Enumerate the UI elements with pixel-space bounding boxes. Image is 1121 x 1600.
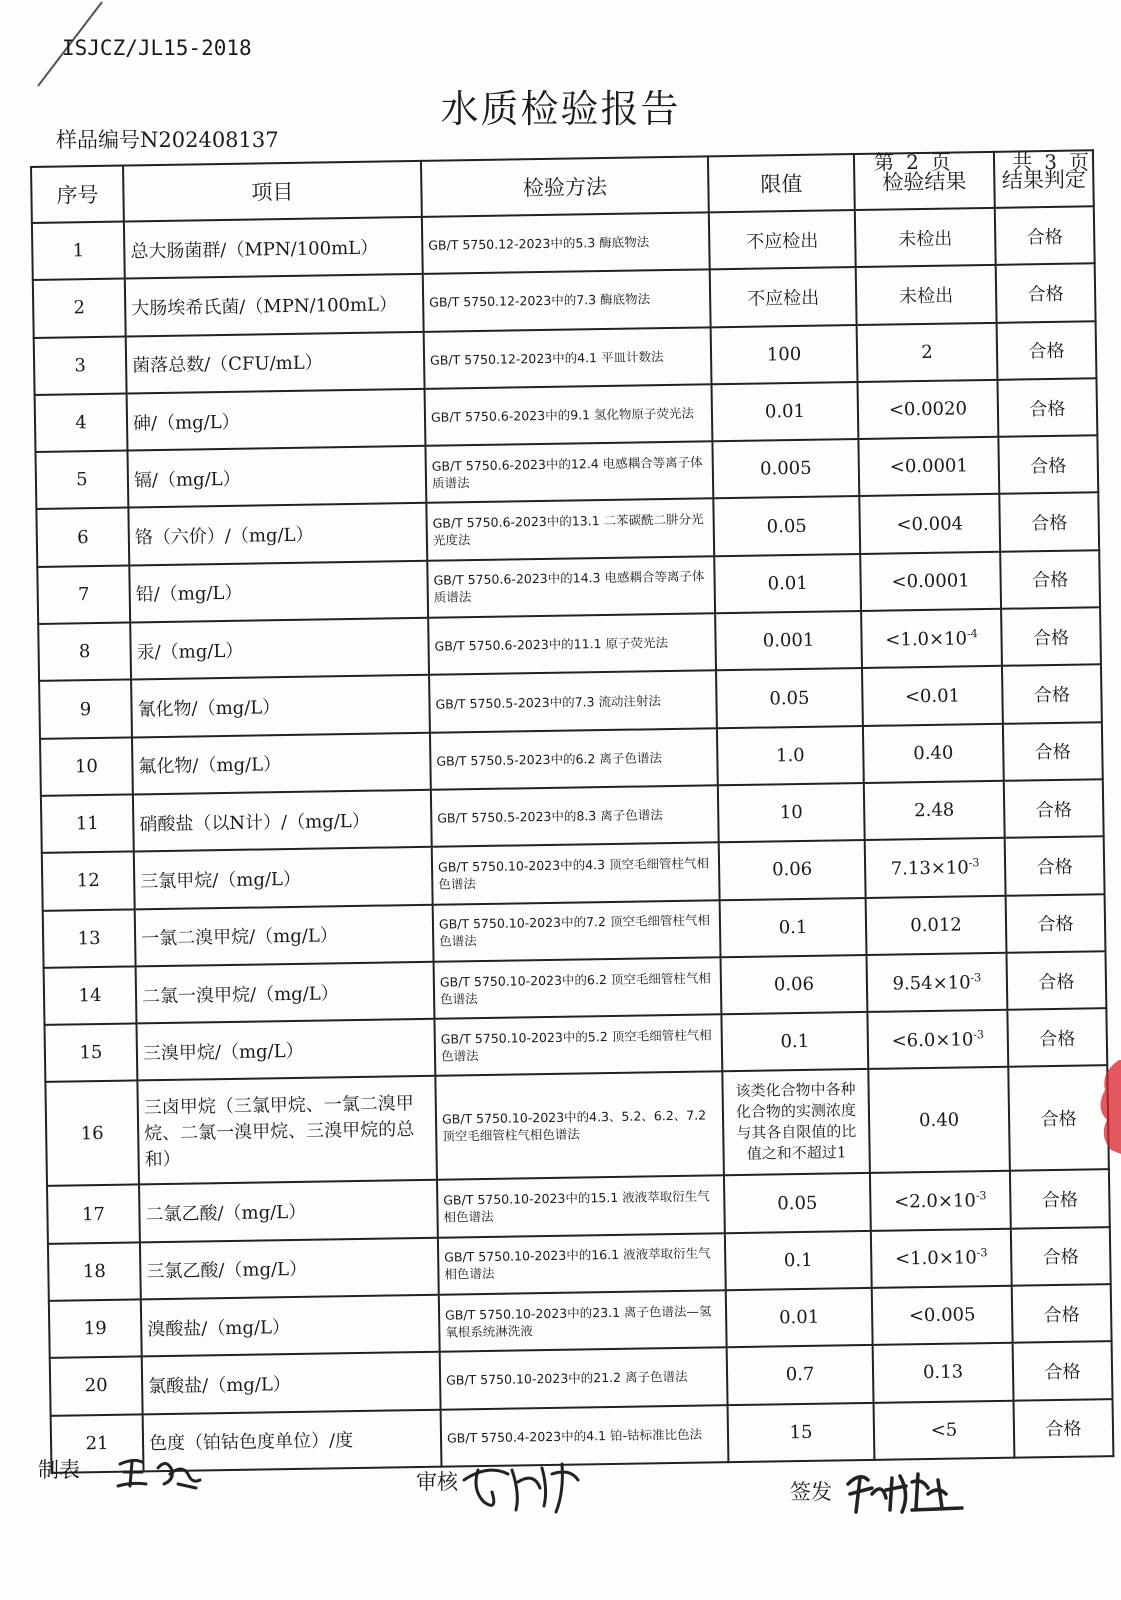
cell-no: [41, 794, 134, 853]
cell-method: [433, 900, 721, 962]
cell-item-text: 大肠埃希氏菌/（MPN/100mL）: [131, 294, 398, 320]
cell-result-text: 0.13: [922, 1361, 964, 1384]
cell-result: [870, 1171, 1011, 1230]
cell-judgement-text: 合格: [1044, 1361, 1081, 1384]
page-prefix: 第: [874, 150, 895, 174]
cell-limit-text: 该类化合物中各种化合物的实测浓度与其各自限值的比值之和不超过1: [735, 1080, 857, 1164]
cell-no: [36, 508, 129, 567]
cell-limit-text: 0.01: [767, 572, 808, 595]
cell-limit: [709, 210, 856, 270]
total-prefix: 共: [1012, 150, 1033, 174]
cell-method: [422, 212, 710, 274]
cell-item-text: 二氯乙酸/（mg/L）: [145, 1201, 307, 1226]
cell-limit: [722, 1069, 870, 1175]
col-header-judgement: 结果判定: [994, 150, 1094, 208]
cell-result-text: <0.004: [896, 513, 964, 536]
cell-method: [429, 671, 717, 733]
cell-no-text: 10: [74, 755, 99, 778]
cell-item-text: 氟化物/（mg/L）: [138, 754, 282, 778]
cell-result: [873, 1343, 1014, 1402]
cell-judgement-text: 合格: [1031, 512, 1068, 535]
cell-no: [32, 222, 125, 281]
cell-item: [128, 503, 427, 565]
cell-limit: [720, 898, 867, 958]
cell-limit: [724, 1173, 871, 1233]
cell-limit-text: 0.06: [773, 973, 815, 996]
cell-no: [33, 279, 126, 338]
cell-result-text: <0.0001: [889, 455, 969, 478]
cell-judgement: [1012, 1284, 1112, 1343]
cell-item: [141, 1295, 440, 1357]
cell-item-text: 铬（六价）/（mg/L）: [134, 524, 314, 549]
cell-method: [423, 270, 711, 332]
page-number: 2: [906, 150, 919, 174]
cell-method: [434, 1014, 722, 1076]
cell-no: [49, 1299, 142, 1358]
cell-judgement: [995, 206, 1095, 265]
cell-limit-text: 0.1: [778, 916, 808, 939]
cell-result-text: 9.54×10: [892, 971, 971, 995]
cell-result: [862, 666, 1003, 725]
cell-method-text: GB/T 5750.10-2023中的21.2 离子色谱法: [446, 1369, 688, 1389]
cell-no-text: 6: [76, 526, 89, 548]
cell-result-exponent: -4: [966, 626, 978, 641]
cell-item-text: 溴酸盐/（mg/L）: [147, 1316, 291, 1340]
cell-result-exponent: -3: [968, 856, 980, 870]
cell-result-text: 0.40: [913, 742, 954, 765]
cell-limit-text: 0.1: [780, 1031, 810, 1053]
cell-method-text: GB/T 5750.10-2023中的7.2 顶空毛细管柱气相色谱法: [438, 912, 710, 949]
cell-judgement-text: 合格: [1027, 283, 1064, 306]
cell-no-text: 14: [78, 984, 102, 1007]
cell-item: [131, 675, 430, 737]
cell-judgement: [1003, 722, 1103, 781]
cell-no-text: 17: [81, 1203, 106, 1225]
cell-no-text: 7: [77, 584, 90, 606]
cell-method-text: GB/T 5750.6-2023中的9.1 氢化物原子荧光法: [430, 405, 695, 425]
cell-method: [439, 1290, 727, 1352]
cell-judgement: [1013, 1341, 1113, 1400]
cell-limit: [721, 1012, 868, 1072]
cell-no-text: 5: [76, 469, 88, 491]
cell-limit-text: 0.05: [769, 687, 810, 709]
cell-limit-text: 不应检出: [747, 287, 820, 310]
document-code: ISJCZ/JL15-2018: [62, 36, 252, 60]
cell-item-text: 三氯乙酸/（mg/L）: [146, 1259, 308, 1283]
cell-method-text: GB/T 5750.10-2023中的4.3、5.2、6.2、7.2 顶空毛细管柱气相色谱法: [441, 1107, 707, 1145]
cell-no: [37, 565, 130, 624]
cell-limit: [713, 496, 860, 556]
cell-item-text: 色度（铂钴色度单位）/度: [148, 1430, 354, 1455]
cell-judgement: [1010, 1170, 1110, 1229]
cell-item: [135, 904, 434, 966]
cell-no-text: 8: [78, 641, 91, 663]
sample-value: N202408137: [140, 128, 279, 152]
cell-judgement-text: 合格: [1033, 684, 1071, 707]
cell-item-text: 硝酸盐（以N计）/（mg/L）: [139, 810, 370, 835]
cell-judgement: [1014, 1399, 1114, 1458]
cell-judgement-text: 合格: [1037, 913, 1074, 936]
cell-limit: [725, 1231, 872, 1291]
table-body: [32, 206, 1114, 1472]
cell-no: [43, 909, 136, 968]
cell-judgement-text: 合格: [1030, 455, 1067, 478]
cell-item-text: 菌落总数/（CFU/mL）: [131, 352, 323, 377]
cell-result-text: <0.01: [904, 684, 961, 707]
cell-item: [136, 962, 435, 1024]
cell-limit-text: 10: [779, 802, 803, 824]
cell-method-text: GB/T 5750.5-2023中的8.3 离子色谱法: [437, 807, 663, 826]
cell-no-text: 15: [79, 1042, 103, 1064]
cell-result: [855, 208, 996, 267]
cell-limit: [716, 668, 863, 728]
cell-result-text: <0.005: [908, 1304, 976, 1327]
table-row: [45, 1066, 1109, 1187]
cell-limit: [726, 1288, 873, 1348]
cell-method: [426, 499, 714, 561]
cell-method: [437, 1176, 725, 1238]
cell-item-text: 一氯二溴甲烷/（mg/L）: [140, 925, 338, 950]
cell-limit: [715, 611, 862, 671]
col-header-limit: 限值: [708, 154, 855, 212]
cell-no: [40, 737, 133, 796]
total-suffix: 页: [1069, 150, 1089, 174]
cell-item: [142, 1352, 441, 1414]
cell-judgement: [1001, 607, 1101, 666]
cell-limit-text: 0.005: [759, 458, 812, 480]
cell-item-text: 二氯一溴甲烷/（mg/L）: [141, 982, 339, 1007]
prepared-by-label: 制表: [38, 1458, 80, 1482]
cell-judgement-text: 合格: [1045, 1418, 1082, 1441]
cell-item: [133, 790, 432, 852]
cell-method-text: GB/T 5750.12-2023中的5.3 酶底物法: [428, 234, 650, 253]
cell-limit-text: 1.0: [775, 744, 805, 767]
cell-result: [865, 838, 1006, 897]
cell-result: [872, 1286, 1013, 1345]
cell-judgement: [1011, 1227, 1111, 1286]
cell-method-text: GB/T 5750.10-2023中的6.2 顶空毛细管柱气相色谱法: [439, 969, 711, 1007]
cell-result: [866, 953, 1007, 1012]
cell-no-text: 21: [85, 1432, 109, 1455]
cell-judgement-text: 合格: [1028, 341, 1065, 363]
cell-judgement: [997, 321, 1097, 380]
cell-item-text: 氰化物/（mg/L）: [137, 697, 281, 721]
cell-limit: [717, 726, 864, 786]
cell-result-text: 7.13×10: [890, 857, 969, 880]
cell-result-exponent: -3: [970, 970, 982, 984]
col-header-method: 检验方法: [421, 156, 709, 217]
cell-item-text: 汞/（mg/L）: [136, 640, 244, 664]
cell-result: [857, 380, 998, 439]
cell-limit: [712, 382, 859, 442]
cell-item: [126, 331, 425, 393]
cell-no-text: 19: [83, 1318, 107, 1340]
cell-no-text: 4: [75, 412, 87, 434]
col-header-result: 检验结果: [854, 152, 995, 210]
cell-judgement-text: 合格: [1032, 627, 1070, 650]
cell-judgement-text: 合格: [1043, 1304, 1080, 1326]
cell-method: [425, 442, 713, 504]
cell-method: [431, 785, 719, 847]
cell-no: [50, 1357, 143, 1416]
cell-item: [134, 847, 433, 909]
cell-judgement-text: 合格: [1031, 570, 1069, 592]
cell-no-text: 3: [74, 354, 87, 377]
cell-judgement-text: 合格: [1041, 1189, 1079, 1212]
cell-no: [44, 966, 137, 1025]
cell-item-text: 砷/（mg/L）: [132, 411, 240, 434]
cell-no-text: 9: [79, 698, 92, 720]
cell-item: [127, 446, 426, 508]
cell-limit: [718, 783, 865, 843]
cell-result-text: <6.0×10: [891, 1029, 974, 1052]
reviewed-by-label: 审核: [416, 1470, 458, 1494]
cell-judgement-text: 合格: [1040, 1109, 1077, 1131]
cell-item-text: 镉/（mg/L）: [133, 468, 241, 492]
cell-no: [39, 680, 132, 739]
cell-result-text: <2.0×10: [893, 1190, 977, 1213]
cell-no-text: 1: [72, 240, 85, 262]
cell-limit: [719, 840, 866, 900]
cell-result-text: 2: [921, 341, 933, 363]
cell-method: [432, 843, 720, 905]
cell-method-text: GB/T 5750.10-2023中的4.3 顶空毛细管柱气相色谱法: [437, 855, 710, 892]
cell-item: [139, 1180, 438, 1242]
cell-judgement: [1006, 894, 1106, 953]
cell-result-text: 未检出: [898, 285, 954, 308]
cell-no-text: 13: [77, 927, 101, 950]
cell-method-text: GB/T 5750.5-2023中的6.2 离子色谱法: [436, 749, 662, 769]
cell-item-text: 三卤甲烷（三氯甲烷、一氯二溴甲烷、二氯一溴甲烷、三溴甲烷的总和）: [143, 1093, 415, 1171]
results-table: [30, 149, 1114, 1473]
cell-item: [140, 1237, 439, 1299]
cell-judgement: [999, 493, 1099, 552]
cell-method: [425, 384, 713, 446]
cell-judgement-text: 合格: [1035, 799, 1072, 821]
report-title: 水质检验报告: [440, 87, 681, 131]
cell-method-text: GB/T 5750.6-2023中的12.4 电感耦合等离子体质谱法: [431, 454, 703, 491]
col-header-no: 序号: [31, 166, 124, 223]
cell-item: [130, 618, 429, 680]
cell-method: [440, 1348, 728, 1410]
issued-by-label: 签发: [790, 1480, 832, 1504]
cell-result-text: <0.0001: [891, 570, 970, 593]
cell-method-text: GB/T 5750.10-2023中的16.1 液液萃取衍生气相色谱法: [444, 1245, 711, 1283]
prepared-signature: [112, 1450, 212, 1496]
cell-method-text: GB/T 5750.10-2023中的23.1 离子色谱法—氢氧根系统淋洗液: [444, 1303, 712, 1340]
signature-footer: [0, 1450, 1121, 1550]
cell-judgement-text: 合格: [1026, 226, 1063, 248]
red-seal-fragment: [1081, 1050, 1121, 1160]
cell-method-text: GB/T 5750.12-2023中的7.3 酶底物法: [429, 291, 651, 311]
cell-limit: [712, 439, 859, 499]
cell-judgement-text: 合格: [1039, 1028, 1076, 1051]
cell-method: [430, 728, 718, 790]
cell-no: [34, 336, 127, 395]
cell-limit-text: 0.1: [783, 1249, 813, 1272]
cell-item: [132, 732, 431, 794]
cell-item-text: 三氯甲烷/（mg/L）: [140, 868, 302, 893]
cell-result: [857, 322, 998, 381]
cell-method-text: GB/T 5750.6-2023中的11.1 原子荧光法: [434, 635, 669, 654]
cell-judgement: [1004, 779, 1104, 838]
cell-judgement: [1000, 550, 1100, 609]
cell-result-text: <5: [930, 1419, 958, 1441]
cell-limit: [710, 267, 857, 327]
cell-result-text: <1.0×10: [885, 628, 968, 651]
cell-item: [137, 1076, 437, 1185]
cell-judgement: [1002, 665, 1102, 724]
cell-method: [434, 957, 722, 1019]
issuer-signature: [842, 1464, 972, 1520]
cell-limit: [711, 325, 858, 385]
cell-item: [124, 217, 423, 279]
cell-judgement-text: 合格: [1034, 742, 1072, 764]
cell-judgement: [996, 264, 1096, 323]
cell-no-text: 18: [82, 1260, 106, 1283]
cell-no: [44, 1024, 137, 1083]
cell-method: [427, 556, 715, 618]
cell-no: [47, 1185, 140, 1244]
cell-item: [136, 1019, 435, 1081]
cell-result-text: 2.48: [914, 799, 955, 822]
cell-item-text: 三溴甲烷/（mg/L）: [142, 1040, 304, 1065]
cell-limit-text: 0.06: [771, 859, 813, 881]
cell-no-text: 20: [84, 1375, 108, 1397]
cell-judgement-text: 合格: [1036, 856, 1073, 879]
cell-item: [129, 561, 428, 623]
cell-no: [42, 852, 135, 911]
cell-no: [35, 393, 128, 452]
cell-limit-text: 0.01: [764, 400, 806, 423]
page-suffix: 页: [930, 150, 951, 174]
cell-method-text: GB/T 5750.12-2023中的4.1 平皿计数法: [429, 348, 664, 368]
cell-judgement: [1005, 836, 1105, 895]
cell-result: [856, 265, 997, 324]
cell-result-exponent: -3: [976, 1246, 988, 1260]
cell-no: [45, 1081, 139, 1186]
cell-judgement-text: 合格: [1042, 1247, 1079, 1269]
cell-item: [125, 274, 424, 336]
cell-limit-text: 0.7: [785, 1364, 815, 1386]
cell-method: [435, 1072, 724, 1180]
cell-method: [438, 1233, 726, 1295]
cell-judgement-text: 合格: [1038, 971, 1075, 993]
sample-number: [56, 124, 279, 154]
cell-result-exponent: -3: [975, 1189, 987, 1203]
cell-limit-text: 0.001: [762, 629, 815, 652]
cell-method-text: GB/T 5750.6-2023中的13.1 二苯碳酰二肼分光光度法: [432, 511, 704, 548]
cell-judgement: [997, 378, 1097, 437]
cell-no-text: 16: [80, 1122, 104, 1145]
cell-result-text: 0.40: [918, 1109, 960, 1132]
cell-result: [868, 1067, 1010, 1173]
cell-result-text: <1.0×10: [894, 1247, 977, 1270]
cell-no: [35, 451, 128, 510]
sample-label: 样品编号: [56, 128, 140, 152]
cell-limit-text: 15: [789, 1421, 813, 1444]
cell-limit-text: 100: [766, 343, 802, 366]
cell-no-text: 12: [76, 870, 100, 892]
cell-method: [424, 327, 712, 389]
cell-result-exponent: -3: [973, 1027, 985, 1042]
cell-limit-text: 0.05: [777, 1192, 818, 1214]
cell-method-text: GB/T 5750.10-2023中的15.1 液液萃取衍生气相色谱法: [443, 1188, 710, 1225]
cell-result: [860, 552, 1001, 611]
cell-result-text: <0.0020: [888, 398, 968, 421]
cell-limit-text: 0.05: [766, 515, 807, 538]
total-pages: 3: [1044, 150, 1057, 174]
cell-method: [428, 613, 716, 675]
cell-result: [861, 609, 1002, 668]
cell-no: [38, 623, 131, 682]
cell-method-text: GB/T 5750.10-2023中的5.2 顶空毛细管柱气相色谱法: [440, 1027, 712, 1064]
cell-item-text: 铅/（mg/L）: [135, 583, 243, 606]
cell-item: [127, 389, 426, 451]
cell-item-text: 总大肠菌群/（MPN/100mL）: [130, 237, 379, 263]
cell-limit-text: 不应检出: [746, 230, 819, 253]
cell-result: [863, 723, 1004, 782]
cell-result: [867, 1010, 1008, 1069]
cell-limit: [727, 1345, 874, 1405]
cell-result-text: 未检出: [898, 228, 953, 251]
cell-result: [866, 895, 1007, 954]
cell-limit-text: 0.01: [778, 1306, 820, 1329]
cell-limit: [721, 955, 868, 1015]
cell-method-text: GB/T 5750.4-2023中的4.1 铂-钴标准比色法: [446, 1426, 703, 1446]
cell-no: [48, 1242, 141, 1301]
cell-result: [864, 781, 1005, 840]
cell-no-text: 2: [73, 297, 86, 319]
cell-no-text: 11: [75, 813, 99, 835]
cell-method-text: GB/T 5750.5-2023中的7.3 流动注射法: [435, 692, 662, 712]
cell-judgement-text: 合格: [1029, 398, 1066, 420]
results-table-wrapper: [30, 149, 1112, 1473]
cell-result: [858, 437, 999, 496]
cell-result: [859, 494, 1000, 553]
cell-method-text: GB/T 5750.6-2023中的14.3 电感耦合等离子体质谱法: [433, 568, 705, 606]
cell-limit: [714, 554, 861, 614]
cell-result-text: 0.012: [910, 914, 962, 936]
cell-judgement: [1006, 951, 1106, 1010]
cell-item-text: 氯酸盐/（mg/L）: [148, 1374, 292, 1398]
cell-result: [871, 1228, 1012, 1287]
reviewer-signature: [458, 1450, 598, 1520]
cell-judgement: [998, 435, 1098, 494]
col-header-item: 项目: [123, 161, 422, 222]
